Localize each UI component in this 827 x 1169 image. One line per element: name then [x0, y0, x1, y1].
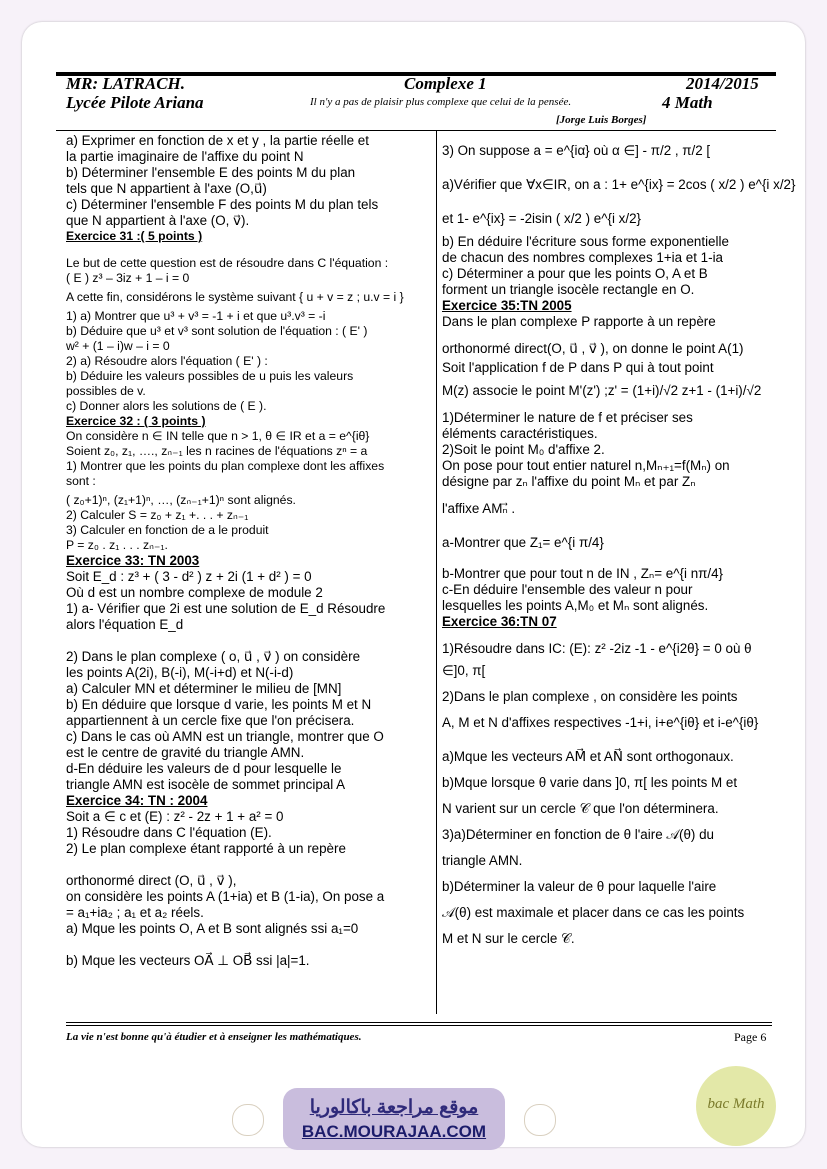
text-line: a)Mque les vecteurs AM⃗ et AN⃗ sont orthogonaux. [442, 749, 734, 764]
text-line: On considère n ∈ IN telle que n > 1, θ ∈ IR et a = e^{iθ} [66, 429, 370, 443]
text-line: triangle AMN est isocèle de sommet principal A [66, 777, 346, 792]
site-banner[interactable] [283, 1088, 505, 1150]
text-line: 1)Déterminer le nature de f et préciser ses [442, 410, 693, 425]
text-line: 2) Le plan complexe étant rapporté à un repère [66, 841, 346, 856]
text-line: b) Mque les vecteurs OA⃗ ⊥ OB⃗ ssi |a|=1. [66, 953, 310, 968]
text-line: b-Montrer que pour tout n de IN , Zₙ= e^{i nπ/4} [442, 566, 724, 581]
text-line: c) Déterminer a pour que les points O, A et B [442, 266, 708, 281]
text-line: Soit a ∈ c et (E) : z² - 2z + 1 + a² = 0 [66, 809, 284, 824]
text-line: a) Exprimer en fonction de x et y , la partie réelle et [66, 133, 369, 148]
quote-author: [Jorge Luis Borges] [556, 114, 647, 126]
text-line: = a₁+ia₂ ; a₁ et a₂ réels. [66, 905, 204, 920]
exercise-heading: Exercice 32 : ( 3 points ) [66, 414, 206, 428]
text-line: 3) On suppose a = e^{iα} où α ∈] - π/2 , π/2 [ [442, 143, 711, 158]
text-line: 3)a)Déterminer en fonction de θ l'aire 𝒜(θ) du [442, 827, 715, 842]
author-name: MR: LATRACH. [66, 74, 186, 93]
banner-url-link[interactable]: BAC.MOURAJAA.COM [301, 1122, 487, 1141]
text-line: l'affixe AMₙ⃗ . [442, 501, 516, 516]
text-line: 1) Montrer que les points du plan complexe dont les affixes [66, 459, 385, 473]
text-line: la partie imaginaire de l'affixe du point N [66, 149, 304, 164]
text-line: ∈]0, π[ [442, 663, 486, 678]
text-line: 2) a) Résoudre alors l'équation ( E' ) : [66, 354, 268, 368]
text-line: Soit E_d : z³ + ( 3 - d² ) z + 2i (1 + d² ) = 0 [66, 569, 312, 584]
class-level: 4 Math [662, 93, 713, 112]
page-number: Page 6 [734, 1030, 767, 1044]
text-line: on considère les points A (1+ia) et B (1-ia), On pose a [66, 889, 385, 904]
exercise-heading: Exercice 33: TN 2003 [66, 553, 200, 568]
school-year: 2014/2015 [686, 74, 759, 93]
seal-icon [232, 1104, 264, 1136]
text-line: éléments caractéristiques. [442, 426, 598, 441]
text-line: tels que N appartient à l'axe (O,u⃗) [66, 181, 267, 196]
text-line: triangle AMN. [442, 853, 523, 868]
text-line: Où d est un nombre complexe de module 2 [66, 585, 323, 600]
text-line: b) Déterminer l'ensemble E des points M du plan [66, 165, 356, 180]
document-header [56, 66, 776, 132]
text-line: lesquelles les points A,M₀ et Mₙ sont alignés. [442, 598, 709, 613]
header-bottom-rule [56, 130, 776, 131]
text-line: de chacun des nombres complexes 1+ia et 1-ia [442, 250, 723, 265]
text-line: forment un triangle isocèle rectangle en O. [442, 282, 695, 297]
text-line: 1) a) Montrer que u³ + v³ = -1 + i et que u³.v³ = -i [66, 309, 326, 323]
text-line: c) Donner alors les solutions de ( E ). [66, 399, 267, 413]
text-line: M et N sur le cercle 𝒞. [442, 931, 575, 946]
footer-rule-thin [66, 1025, 772, 1026]
text-line: M(z) associe le point M'(z') ;z' = (1+i)/√2 z+1 - (1+i)/√2 [442, 383, 762, 398]
text-line: les points A(2i), B(-i), M(-i+d) et N(-i-d) [66, 665, 294, 680]
text-line: P = z₀ . z₁ . . . zₙ₋₁. [66, 538, 168, 552]
text-line: Soit l'application f de P dans P qui à tout point [442, 360, 714, 375]
text-line: Le but de cette question est de résoudre dans C l'équation : [66, 256, 389, 270]
text-line: b) Déduire que u³ et v³ sont solution de l'équation : ( E' ) [66, 324, 368, 338]
exercise-heading: Exercice 36:TN 07 [442, 614, 557, 629]
text-line: appartiennent à un cercle fixe que l'on précisera. [66, 713, 355, 728]
document-title: Complexe 1 [404, 74, 487, 93]
text-line: orthonormé direct(O, u⃗ , v⃗ ), on donne le point A(1) [442, 341, 744, 356]
text-line: 1)Résoudre dans IC: (E): z² -2iz -1 - e^{i2θ} = 0 où θ [442, 641, 752, 656]
column-divider [436, 131, 437, 1014]
logo-text: bac Math [707, 1096, 765, 1112]
text-line: 𝒜(θ) est maximale et placer dans ce cas les points [442, 905, 745, 920]
header-quote: Il n'y a pas de plaisir plus complexe que celui de la pensée. [310, 96, 572, 108]
text-line: 1) Résoudre dans C l'équation (E). [66, 825, 272, 840]
exercise-heading: Exercice 31 :( 5 points ) [66, 229, 203, 243]
text-line: b)Mque lorsque θ varie dans ]0, π[ les points M et [442, 775, 738, 790]
text-line: N varient sur un cercle 𝒞 que l'on déterminera. [442, 801, 719, 816]
footer-rule [66, 1022, 772, 1023]
text-line: b) En déduire que lorsque d varie, les points M et N [66, 697, 372, 712]
text-line: que N appartient à l'axe (O, v⃗). [66, 213, 250, 228]
text-line: a) Mque les points O, A et B sont alignés ssi a₁=0 [66, 921, 359, 936]
text-line: c-En déduire l'ensemble des valeur n pour [442, 582, 693, 597]
text-line: On pose pour tout entier naturel n,Mₙ₊₁=f(Mₙ) on [442, 458, 730, 473]
text-line: Soient z₀, z₁, …., zₙ₋₁ les n racines de l'équations zⁿ = a [66, 444, 368, 458]
text-line: a) Calculer MN et déterminer le milieu de [MN] [66, 681, 342, 696]
text-line: possibles de v. [66, 384, 146, 398]
footer-motto: La vie n'est bonne qu'à étudier et à enseigner les mathématiques. [66, 1031, 362, 1043]
bac-math-logo [696, 1066, 776, 1146]
seal-icon [524, 1104, 556, 1136]
text-line: orthonormé direct (O, u⃗ , v⃗ ), [66, 873, 237, 888]
text-line: 2) Calculer S = z₀ + z₁ +. . . + zₙ₋₁ [66, 508, 249, 522]
text-line: w² + (1 – i)w – i = 0 [66, 339, 170, 353]
text-line: 2)Soit le point M₀ d'affixe 2. [442, 442, 605, 457]
text-line: ( z₀+1)ⁿ, (z₁+1)ⁿ, …, (zₙ₋₁+1)ⁿ sont alignés. [66, 493, 296, 507]
text-line: sont : [66, 474, 96, 488]
exercise-heading: Exercice 35:TN 2005 [442, 298, 572, 313]
text-line: A, M et N d'affixes respectives -1+i, i+e^{iθ} et i-e^{iθ} [442, 715, 759, 730]
text-line: et 1- e^{ix} = -2isin ( x/2 ) e^{i x/2} [442, 211, 642, 226]
text-line: c) Dans le cas où AMN est un triangle, montrer que O [66, 729, 384, 744]
text-line: 2) Dans le plan complexe ( o, u⃗ , v⃗ ) on considère [66, 649, 361, 664]
text-line: b)Déterminer la valeur de θ pour laquelle l'aire [442, 879, 717, 894]
exercise-heading: Exercice 34: TN : 2004 [66, 793, 208, 808]
text-line: A cette fin, considérons le système suivant { u + v = z ; u.v = i } [66, 290, 404, 304]
text-line: a)Vérifier que ∀x∈IR, on a : 1+ e^{ix} = 2cos ( x/2 ) e^{i x/2} [442, 177, 796, 192]
right-column [442, 140, 796, 950]
text-line: b) Déduire les valeurs possibles de u puis les valeurs [66, 369, 354, 383]
text-line: ( E ) z³ – 3iz + 1 – i = 0 [66, 271, 190, 285]
text-line: c) Déterminer l'ensemble F des points M du plan tels [66, 197, 379, 212]
text-line: 1) a- Vérifier que 2i est une solution de E_d Résoudre [66, 601, 386, 616]
text-line: désigne par zₙ l'affixe du point Mₙ et par Zₙ [442, 474, 696, 489]
text-line: d-En déduire les valeurs de d pour lesquelle le [66, 761, 342, 776]
text-line: 3) Calculer en fonction de a le produit [66, 523, 269, 537]
banner-arabic-title[interactable]: موقع مراجعة باكالوريا [309, 1097, 479, 1118]
text-line: b) En déduire l'écriture sous forme exponentielle [442, 234, 729, 249]
text-line: est le centre de gravité du triangle AMN. [66, 745, 305, 760]
school-name: Lycée Pilote Ariana [66, 93, 204, 112]
text-line: alors l'équation E_d [66, 617, 184, 632]
text-line: Dans le plan complexe P rapporte à un repère [442, 314, 716, 329]
text-line: a-Montrer que Z₁= e^{i π/4} [442, 535, 604, 550]
left-column [66, 133, 426, 969]
text-line: 2)Dans le plan complexe , on considère les points [442, 689, 738, 704]
